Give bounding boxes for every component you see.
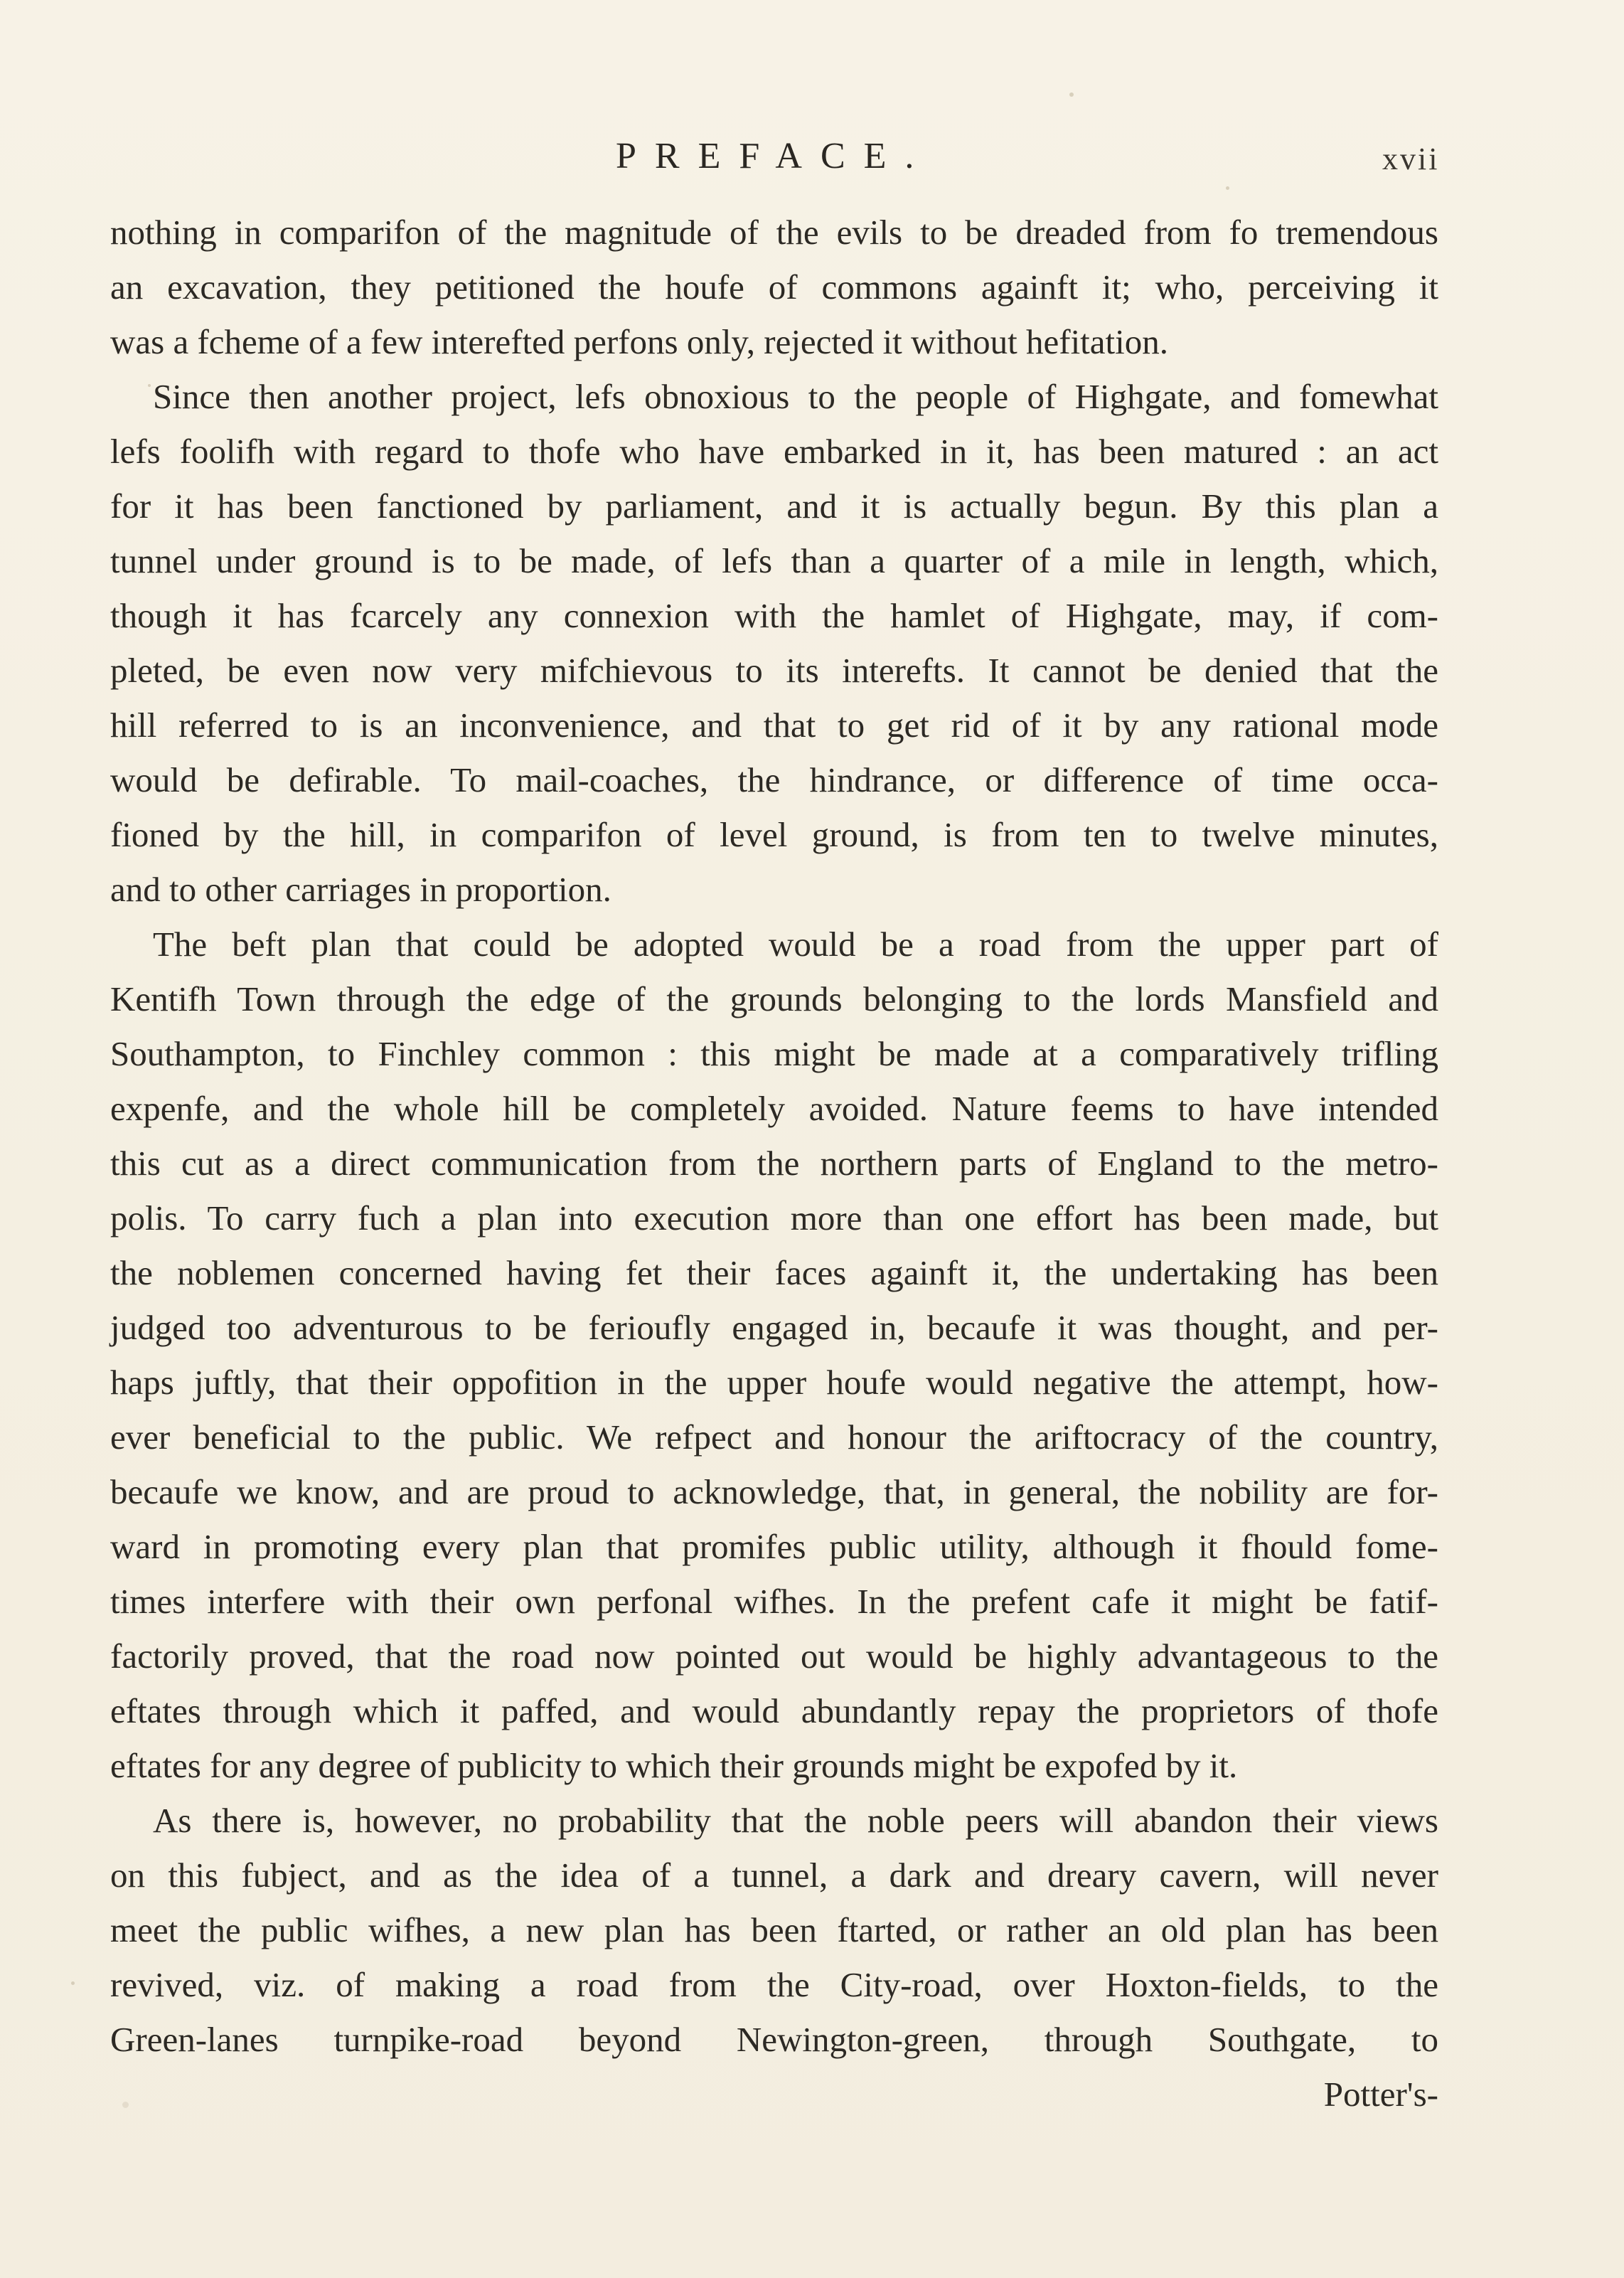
paper-speck bbox=[1226, 186, 1229, 190]
text-line: hill referred to is an inconvenience, and that to get rid of it by any rational mode bbox=[110, 706, 1438, 745]
text-line: judged too adventurous to be ferioufly engaged in, becaufe it was thought, and per- bbox=[110, 1308, 1438, 1347]
text-line: fioned by the hill, in comparifon of level ground, is from ten to twelve minutes, bbox=[110, 815, 1438, 854]
text-line: Kentifh Town through the edge of the grounds belonging to the lords Mansfield and bbox=[110, 979, 1438, 1018]
text-line: As there is, however, no probability that the noble peers will abandon their views bbox=[153, 1801, 1438, 1840]
text-line: eftates through which it paffed, and would abundantly repay the proprietors of thofe bbox=[110, 1691, 1438, 1730]
text-line: and to other carriages in proportion. bbox=[110, 870, 611, 909]
text-line: this cut as a direct communication from the northern parts of England to the metro- bbox=[110, 1144, 1438, 1183]
text-line: The beft plan that could be adopted would be a road from the upper part of bbox=[153, 925, 1438, 964]
text-line: for it has been fanctioned by parliament, and it is actually begun. By this plan a bbox=[110, 486, 1438, 526]
text-line: haps juftly, that their oppofition in the upper houfe would negative the attempt, how- bbox=[110, 1363, 1438, 1402]
text-line: an excavation, they petitioned the houfe of commons againft it; who, perceiving it bbox=[110, 267, 1438, 307]
running-title: PREFACE. bbox=[616, 136, 933, 176]
body-text bbox=[110, 205, 1438, 2122]
paper-speck bbox=[71, 1981, 75, 1985]
text-line: lefs foolifh with regard to thofe who have embarked in it, has been matured : an act bbox=[110, 432, 1438, 471]
text-line: factorily proved, that the road now pointed out would be highly advantageous to the bbox=[110, 1636, 1438, 1676]
text-line: on this fubject, and as the idea of a tunnel, a dark and dreary cavern, will never bbox=[110, 1856, 1438, 1895]
text-line: nothing in comparifon of the magnitude of the evils to be dreaded from fo tremendous bbox=[110, 213, 1438, 252]
catchword: Potter's- bbox=[1323, 2075, 1438, 2114]
text-line: ward in promoting every plan that promifes public utility, although it fhould fome- bbox=[110, 1527, 1438, 1566]
text-line: would be defirable. To mail-coaches, the hindrance, or difference of time occa- bbox=[110, 760, 1438, 799]
text-line: polis. To carry fuch a plan into execution more than one effort has been made, but bbox=[110, 1198, 1438, 1238]
text-line: Green-lanes turnpike-road beyond Newington-green, through Southgate, to bbox=[110, 2020, 1438, 2059]
text-line: times interfere with their own perfonal wifhes. In the prefent cafe it might be fatif- bbox=[110, 1582, 1438, 1621]
page-number: xvii bbox=[1382, 142, 1440, 176]
text-line: though it has fcarcely any connexion with the hamlet of Highgate, may, if com- bbox=[110, 596, 1438, 635]
paper-speck bbox=[122, 2102, 129, 2108]
page-header bbox=[0, 135, 1624, 185]
text-line: the noblemen concerned having fet their faces againft it, the undertaking has been bbox=[110, 1253, 1438, 1292]
text-line: eftates for any degree of publicity to which their grounds might be expofed by it. bbox=[110, 1746, 1238, 1785]
text-line: revived, viz. of making a road from the City-road, over Hoxton-fields, to the bbox=[110, 1965, 1438, 2004]
paper-speck bbox=[148, 384, 151, 387]
text-line: was a fcheme of a few interefted perfons only, rejected it without hefitation. bbox=[110, 322, 1169, 361]
text-line: ever beneficial to the public. We refpect and honour the ariftocracy of the country, bbox=[110, 1417, 1438, 1457]
text-line: Southampton, to Finchley common : this might be made at a comparatively trifling bbox=[110, 1034, 1438, 1073]
text-line: becaufe we know, and are proud to acknowledge, that, in general, the nobility are for- bbox=[110, 1472, 1438, 1511]
paper-speck bbox=[1069, 92, 1074, 97]
text-line: pleted, be even now very mifchievous to its interefts. It cannot be denied that the bbox=[110, 651, 1438, 690]
text-line: expenfe, and the whole hill be completely avoided. Nature feems to have intended bbox=[110, 1089, 1438, 1128]
text-line: tunnel under ground is to be made, of lefs than a quarter of a mile in length, which, bbox=[110, 541, 1438, 580]
text-line: meet the public wifhes, a new plan has been ftarted, or rather an old plan has been bbox=[110, 1910, 1438, 1949]
text-line: Since then another project, lefs obnoxious to the people of Highgate, and fomewhat bbox=[153, 377, 1438, 416]
